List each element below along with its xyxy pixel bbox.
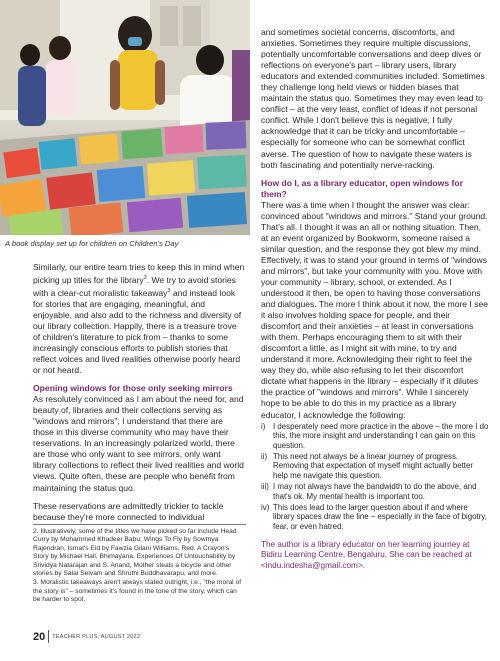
photo-caption: A book display set up for children on Children's Day: [5, 239, 179, 248]
section-heading-library-educator: How do I, as a library educator, open windows for them?: [261, 177, 463, 199]
footnote-divider: [33, 524, 246, 525]
left-column: [33, 262, 246, 530]
footnote: 3. Moralistic takeaways aren't always stated outright, i.e., "the moral of the story is" – sometimes it's found in the tone of the story, which can be harder to spot.: [33, 579, 242, 604]
magazine-issue: TEACHER PLUS, AUGUST 2022: [52, 633, 141, 640]
book-display-photo: [0, 0, 250, 235]
left-paragraph-3: These reservations are admittedly trickier to tackle because they're more connected to individual: [33, 500, 224, 522]
text-span: . We try to avoid stories with a clear-cut moralistic takeaway: [33, 274, 236, 298]
acknowledgement-list: [261, 422, 489, 532]
list-item: [261, 482, 489, 501]
footnote-ref: 3: [167, 287, 171, 294]
left-paragraph-2: As resolutely convinced as I am about the need for, and beauty of, libraries and their collections serving as "windows and mirrors", I understand that there are those in this diverse community who may have their reservations. In an increasingly polarized world, there are those who only want to see mirrors, only want library collections to reflect their lived realities and world views. Quite often, these are people who benefit from maintaining the status quo.: [33, 394, 244, 493]
footnotes: [33, 528, 245, 606]
right-paragraph-1: and sometimes societal concerns, discomforts, and anxieties. Sometimes they require multiple discussions, potentially uncomfortable conversations and deep dives or reflections on everyone's part – library users, library educators and extended communities included. Sometimes they challenge long held views or hidden biases that maintain the status quo. Sometimes they may even lead to conflict – at the very least, conflict of ideas if not personal conflict. While I don't believe this is negative, I fully acknowledge that it can be tricky and uncomfortable – especially for someone who can be somewhat conflict averse. The question of how to navigate these waters is both fascinating and potentially nerve-racking.: [261, 27, 485, 170]
footnote-ref: 2: [143, 275, 147, 282]
page-footer: [33, 630, 140, 643]
list-text: This need not always be a linear journey of progress. Removing that expectation of myself might actually better help me navigate this question.: [273, 451, 473, 481]
page-number: 20: [33, 630, 46, 643]
section-heading-windows: Opening windows for those only seeking mirrors: [33, 383, 233, 394]
footnote: 2. Illustratively, some of the titles we have picked so far include Head Curry by Mohammed Khadeer Babu, Wings To Fly by Sowmya Rajendran, Ismat's Eid by Fawzia Gilani Williams, Red. A Crayon's Story by Michael Hall, Bhimayana. Experiences Of Untouchability by Srividya Natarajan and S. Anand, Mother steals a bicycle and other stories by Salai Selvam and Shruthi Buddhavarapu, and more.: [33, 528, 237, 578]
list-item: [261, 422, 489, 451]
left-paragraph-1: [33, 262, 246, 376]
list-number: ii): [261, 451, 268, 461]
list-number: iii): [261, 482, 269, 492]
list-number: iv): [261, 502, 270, 512]
text-span: Similarly, our entire team tries to keep this in mind when picking up titles for the library: [33, 262, 245, 285]
list-item: [261, 503, 489, 532]
footer-divider: [48, 630, 49, 643]
list-text: I may not always have the bandwidth to do the above, and that's ok. My mental health is important too.: [273, 482, 477, 501]
right-paragraph-2: There was a time when I thought the answer was clear: convinced about "windows and mirrors." Stand your ground. That's all. I thought it was an all or nothing situation. Then, at an event organized by Bookworm, someone raised a similar question, and the response they got blew my mind. Effectively, it was to stand your ground in terms of "windows and mirrors", but take your community with you. Move with your community – library, school, or extended. As I understood it then, be open to having those conversations and dialogues. The more I think about it now, the more I see it also involves holding space for people, and their discomfort and their anxieties – at least in conversations with them. Perhaps encouraging them to sit with their discomfort a little, as I might sit with mine, to try and understand it more. Acknowledging their right to feel the way they do, while also refusing to let their discomfort dictate what happens in the library – especially if it dilutes the practice of "windows and mirrors". While I sincerely hope to be able to do this in my practice as a library educator, I acknowledge the following:: [261, 199, 488, 420]
list-item: [261, 452, 489, 481]
list-text: This does lead to the larger question about if and where library spaces draw the line – especially in the face of bigotry, fear, or even hatred.: [273, 502, 487, 531]
author-bio: The author is a library educator on her learning journey at Bidiru Learning Centre, Bengaluru. She can be reached at <indu.indesha@gmail.com>.: [261, 539, 472, 570]
right-column: [261, 27, 489, 571]
list-number: i): [261, 421, 266, 431]
text-span: and instead look for stories that are engaging, meaningful, and enjoyable, and also add to the richness and diversity of our library collection. Happily, there is a treasure trove of children's literature to pick from – thanks to some increasingly conscious efforts to publish stories that reflect voices and lived realities otherwise poorly heard or not heard.: [33, 287, 242, 376]
list-text: I desperately need more practice in the above – the more I do this, the more insight and understanding I can gain on this question.: [273, 421, 489, 450]
